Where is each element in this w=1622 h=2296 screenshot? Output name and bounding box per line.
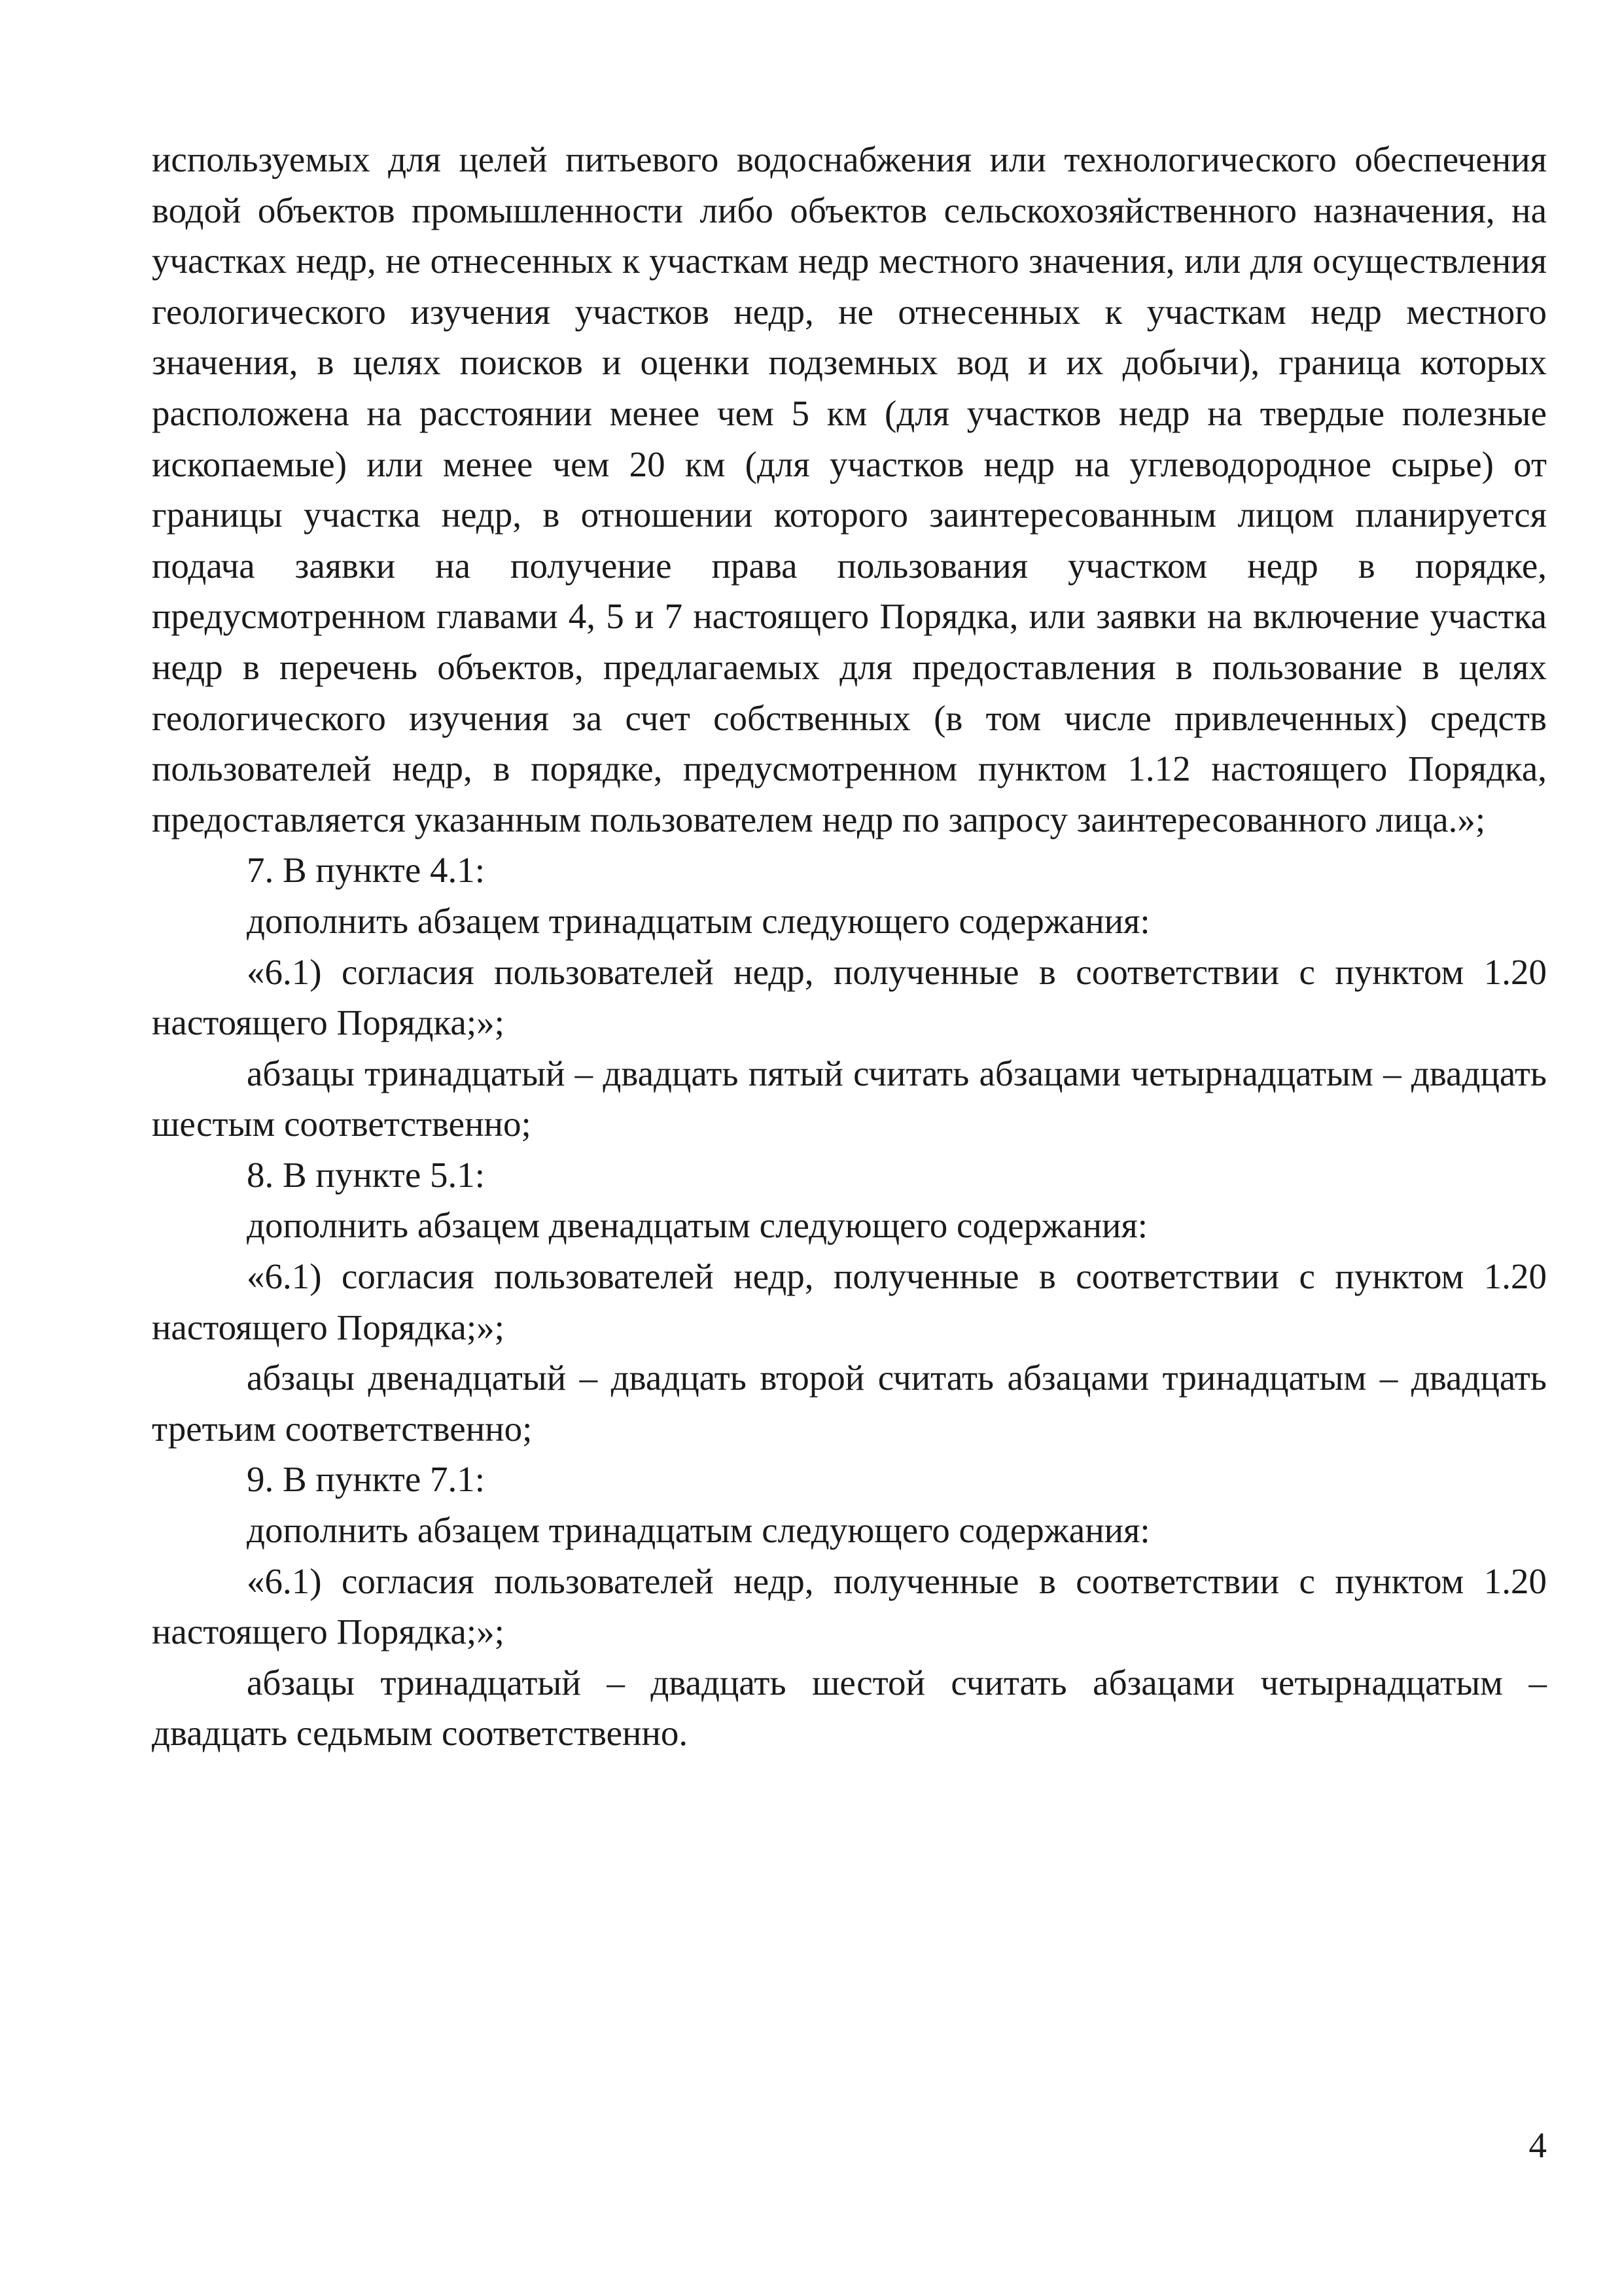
paragraph-item-7-quote: «6.1) согласия пользователей недр, полученные в соответствии с пунктом 1.20 настоящего Порядка;»; [152,951,1547,1043]
paragraph-item-7-renumber: абзацы тринадцатый – двадцать пятый считать абзацами четырнадцатым – двадцать шестым соответственно; [152,1053,1547,1144]
paragraph-item-8-quote: «6.1) согласия пользователей недр, полученные в соответствии с пунктом 1.20 настоящего Порядка;»; [152,1256,1547,1347]
paragraph-item-9-add: дополнить абзацем тринадцатым следующего содержания: [247,1510,1150,1551]
document-body [152,134,1547,1759]
paragraph-item-9-renumber: абзацы тринадцатый – двадцать шестой считать абзацами четырнадцатым – двадцать седьмым соответственно. [152,1662,1547,1754]
paragraph-item-7-add: дополнить абзацем тринадцатым следующего содержания: [247,900,1150,941]
paragraph-item-7-heading: 7. В пункте 4.1: [247,850,485,891]
paragraph-item-8-add: дополнить абзацем двенадцатым следующего содержания: [247,1205,1148,1246]
paragraph-item-8-renumber: абзацы двенадцатый – двадцать второй считать абзацами тринадцатым – двадцать третьим соответственно; [152,1358,1547,1449]
page-number: 4 [1528,2125,1547,2165]
paragraph-item-8-heading: 8. В пункте 5.1: [247,1154,485,1195]
paragraph-continuation: используемых для целей питьевого водоснабжения или технологического обеспечения водой объектов промышленности либо объектов сельскохозяйственного назначения, на участках недр, не отнесенных к участкам недр местного значения, или для осуществления геологического изучения участков недр, не отнесенных к участкам недр местного значения, в целях поисков и оценки подземных вод и их добычи), граница которых расположена на расстоянии менее чем 5 км (для участков недр на твердые полезные ископаемые) или менее чем 20 км (для участков недр на углеводородное сырье) от границы участка недр, в отношении которого заинтересованным лицом планируется подача заявки на получение права пользования участком недр в порядке, предусмотренном главами 4, 5 и 7 настоящего Порядка, или заявки на включение участка недр в перечень объектов, предлагаемых для предоставления в пользование в целях геологического изучения за счет собственных (в том числе привлеченных) средств пользователей недр, в порядке, предусмотренном пунктом 1.12 настоящего Порядка, предоставляется указанным пользователем недр по запросу заинтересованного лица.»; [152,139,1547,839]
paragraph-item-9-quote: «6.1) согласия пользователей недр, полученные в соответствии с пунктом 1.20 настоящего Порядка;»; [152,1561,1547,1652]
paragraph-item-9-heading: 9. В пункте 7.1: [247,1459,485,1500]
